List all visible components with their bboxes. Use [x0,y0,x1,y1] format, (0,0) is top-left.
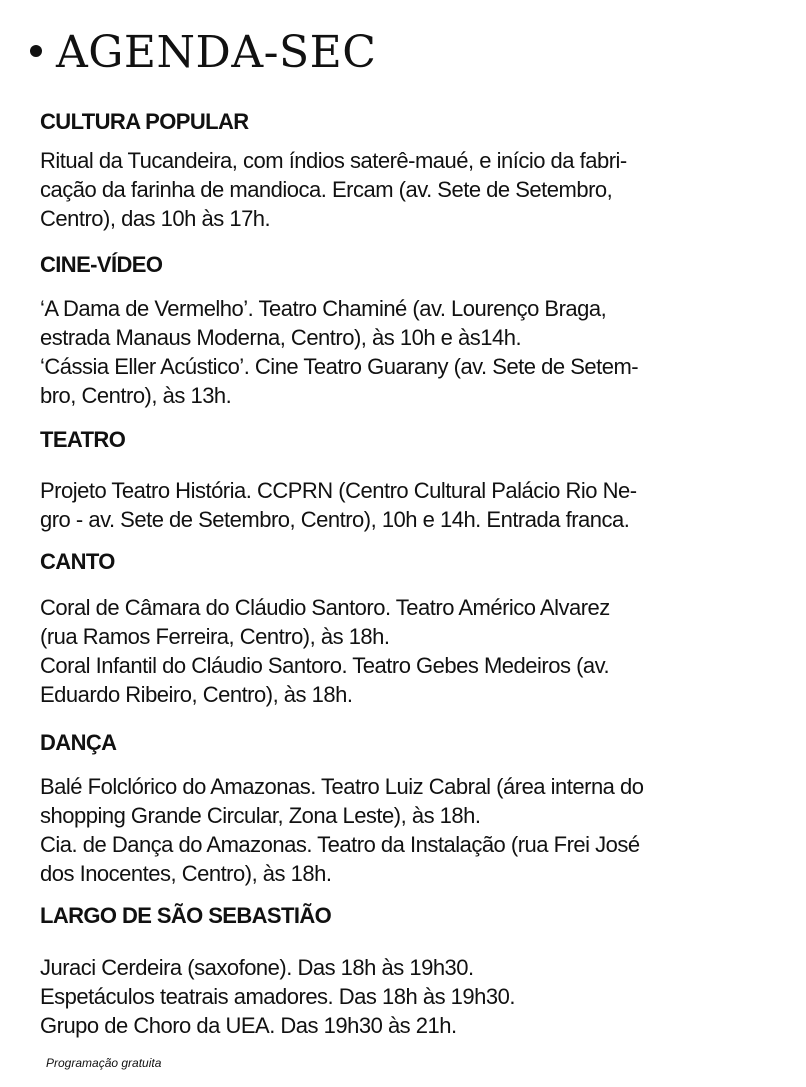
body-line: dos Inocentes, Centro), às 18h. [40,861,332,886]
section-heading-canto: CANTO [40,549,115,574]
body-line: Cia. de Dança do Amazonas. Teatro da Instalação (rua Frei José [40,832,640,857]
body-line: shopping Grande Circular, Zona Leste), às 18h. [40,803,481,828]
page-title [30,26,376,80]
body-line: bro, Centro), às 13h. [40,383,232,408]
body-line: (rua Ramos Ferreira, Centro), às 18h. [40,624,390,649]
body-line: cação da farinha de mandioca. Ercam (av. Sete de Setembro, [40,177,613,202]
bullet-icon [30,45,42,57]
section-heading-danca: DANÇA [40,730,117,755]
section-body-canto [40,593,610,709]
body-line: Espetáculos teatrais amadores. Das 18h às 19h30. [40,984,515,1009]
body-line: Ritual da Tucandeira, com índios saterê-maué, e início da fabri- [40,148,627,173]
section-heading-cultura-popular: CULTURA POPULAR [40,109,249,134]
body-line: ‘Cássia Eller Acústico’. Cine Teatro Guarany (av. Sete de Setem- [40,354,639,379]
body-line: estrada Manaus Moderna, Centro), às 10h e às14h. [40,325,522,350]
section-body-danca [40,772,644,888]
footer-note: Programação gratuita [46,1056,162,1070]
section-heading-teatro: TEATRO [40,427,126,452]
section-body-largo-de-sao-sebastiao [40,953,515,1040]
section-body-teatro [40,476,637,534]
body-line: Coral Infantil do Cláudio Santoro. Teatro Gebes Medeiros (av. [40,653,610,678]
body-line: Eduardo Ribeiro, Centro), às 18h. [40,682,353,707]
section-body-cine-video [40,294,638,410]
section-heading-cine-video: CINE-VÍDEO [40,252,163,277]
body-line: Grupo de Choro da UEA. Das 19h30 às 21h. [40,1013,457,1038]
body-line: gro - av. Sete de Setembro, Centro), 10h e 14h. Entrada franca. [40,507,630,532]
section-body-cultura-popular [40,146,627,233]
body-line: Juraci Cerdeira (saxofone). Das 18h às 19h30. [40,955,474,980]
body-line: Centro), das 10h às 17h. [40,206,271,231]
body-line: Projeto Teatro História. CCPRN (Centro Cultural Palácio Rio Ne- [40,478,637,503]
page-title-text: AGENDA-SEC [56,27,377,78]
section-heading-largo-de-sao-sebastiao: LARGO DE SÃO SEBASTIÃO [40,903,332,928]
body-line: ‘A Dama de Vermelho’. Teatro Chaminé (av. Lourenço Braga, [40,296,607,321]
body-line: Balé Folclórico do Amazonas. Teatro Luiz Cabral (área interna do [40,774,644,799]
body-line: Coral de Câmara do Cláudio Santoro. Teatro Américo Alvarez [40,595,610,620]
